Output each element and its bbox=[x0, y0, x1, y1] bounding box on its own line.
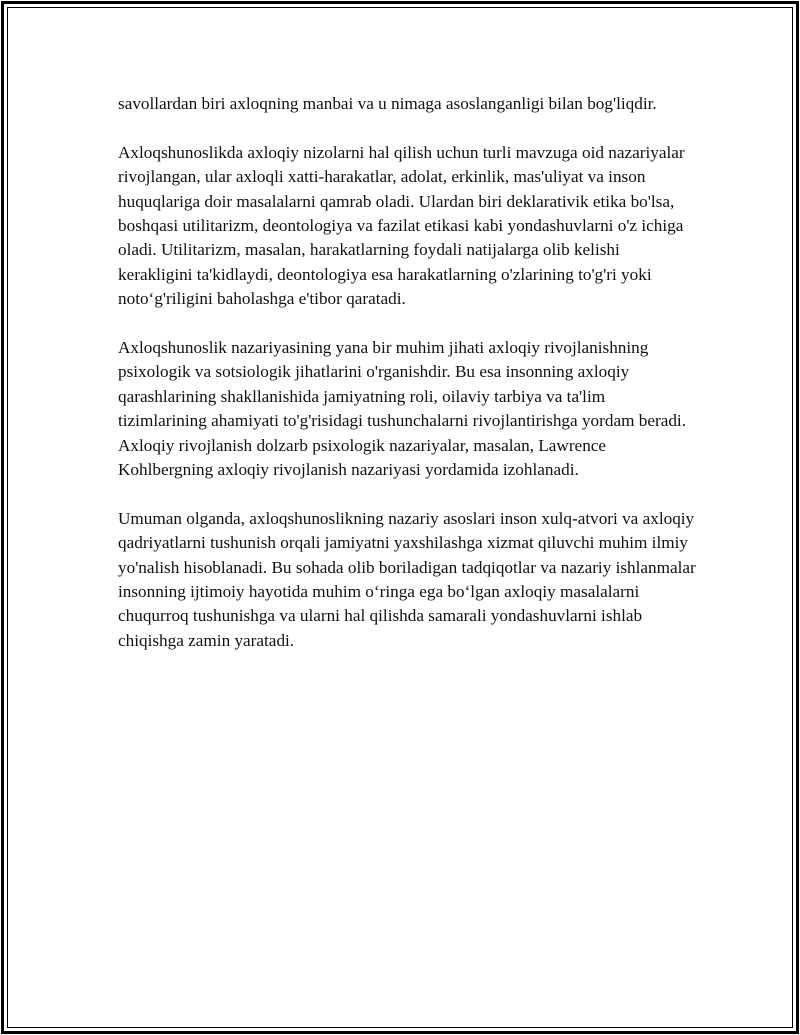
paragraph-3: Axloqshunoslik nazariyasining yana bir muhim jihati axloqiy rivojlanishning psixologik va sotsiologik jihatlarini o'rganishdir. Bu esa insonning axloqiy qarashlarining shakllanishida jamiyatning roli, oilaviy tarbiya va ta'lim tizimlarining ahamiyati to'g'risidagi tushunchalarni rivojlantirishga yordam beradi. Axloqiy rivojlanish dolzarb psixologik nazariyalar, masalan, Lawrence Kohlbergning axloqiy rivojlanish nazariyasi yordamida izohlanadi. bbox=[118, 338, 686, 480]
paragraph-2: Axloqshunoslikda axloqiy nizolarni hal qilish uchun turli mavzuga oid nazariyalar rivojlangan, ular axloqli xatti-harakatlar, adolat, erkinlik, mas'uliyat va inson huquqlariga doir masalalarni qamrab oladi. Ulardan biri deklarativik etika bo'lsa, boshqasi utilitarizm, deontologiya va fazilat etikasi kabi yondashuvlarni o'z ichiga oladi. Utilitarizm, masalan, harakatlarning foydali natijalarga olib kelishi kerakligini ta'kidlaydi, deontologiya esa harakatlarning o'zlarining to'g'ri yoki noto‘g'riligini baholashga e'tibor qaratadi. bbox=[118, 142, 685, 309]
paragraph-1: savollardan biri axloqning manbai va u nimaga asoslanganligi bilan bog'liqdir. bbox=[118, 94, 657, 113]
document-body bbox=[118, 92, 698, 678]
paragraph-4: Umuman olganda, axloqshunoslikning nazariy asoslari inson xulq-atvori va axloqiy qadriyatlarni tushunish orqali jamiyatni yaxshilashga xizmat qiluvchi muhim ilmiy yo'nalish hisoblanadi. Bu sohada olib boriladigan tadqiqotlar va nazariy ishlanmalar insonning ijtimoiy hayotida muhim o‘ringa ega bo‘lgan axloqiy masalalarni chuqurroq tushunishga va ularni hal qilishda samarali yondashuvlarni ishlab chiqishga zamin yaratadi. bbox=[118, 508, 696, 650]
